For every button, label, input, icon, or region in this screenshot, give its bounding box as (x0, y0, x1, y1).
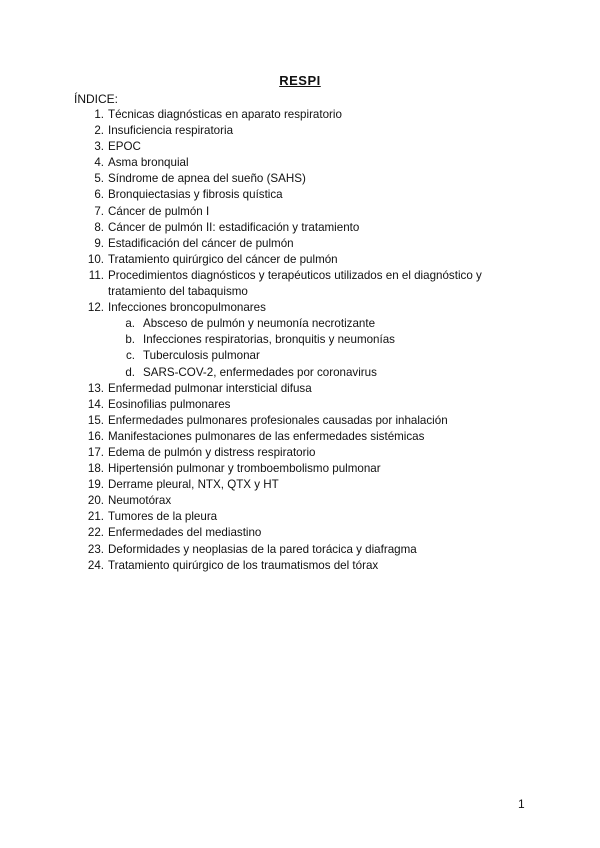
toc-item-text: Técnicas diagnósticas en aparato respiratorio (108, 108, 342, 121)
toc-item (74, 171, 534, 187)
toc-item-number: 16. (87, 429, 104, 443)
toc-item (74, 204, 534, 220)
toc-item (74, 542, 534, 558)
toc-item-text: Manifestaciones pulmonares de las enfermedades sistémicas (108, 429, 425, 443)
toc-item (74, 236, 534, 252)
toc-item-number: 15. (87, 413, 104, 427)
toc-item (74, 509, 534, 525)
page-number: 1 (518, 797, 525, 811)
toc-item-number: 10. (87, 252, 104, 266)
toc-item (74, 381, 534, 397)
toc-item-text: Tratamiento quirúrgico del cáncer de pulmón (108, 252, 338, 266)
toc-item (74, 107, 534, 123)
toc-item-number: 7. (94, 204, 104, 218)
toc-item-text: Insuficiencia respiratoria (108, 124, 234, 138)
toc-item (74, 397, 534, 413)
toc-item-number: 24. (87, 558, 104, 572)
toc-item-number: 22. (87, 526, 104, 540)
toc-item-text: Enfermedad pulmonar intersticial difusa (108, 381, 312, 395)
toc-item-number: 19. (87, 478, 104, 492)
toc-item-text: Neumotórax (108, 494, 172, 508)
document-title: RESPI (279, 73, 321, 88)
toc-item-text: Asma bronquial (108, 156, 189, 170)
toc-item-text: Edema de pulmón y distress respiratorio (108, 445, 316, 459)
toc-item-text: Procedimientos diagnósticos y terapéuticos utilizados en el diagnóstico y tratamiento del tabaquismo (108, 268, 482, 299)
toc-item (74, 187, 534, 203)
toc-item-number: 11. (88, 268, 104, 282)
toc-item (74, 461, 534, 477)
toc-item-text: Hipertensión pulmonar y tromboembolismo pulmonar (108, 462, 381, 476)
toc-item-text: Eosinofilias pulmonares (108, 397, 231, 411)
toc-sublist (108, 316, 534, 380)
toc-item-number: 13. (87, 381, 104, 395)
toc-item-number: 20. (87, 494, 104, 508)
table-of-contents (74, 107, 534, 574)
toc-item-text: Estadificación del cáncer de pulmón (108, 236, 294, 250)
toc-item-number: 18. (87, 462, 104, 476)
toc-item-text: Tratamiento quirúrgico de los traumatismos del tórax (108, 558, 379, 572)
toc-item-number: 14. (87, 397, 104, 411)
toc-item-text: Enfermedades del mediastino (108, 526, 262, 540)
toc-item (74, 413, 534, 429)
toc-subitem-text: Absceso de pulmón y neumonía necrotizante (143, 317, 376, 331)
toc-item-number: 17. (87, 445, 104, 459)
toc-item (74, 445, 534, 461)
toc-item-text: Cáncer de pulmón I (108, 204, 210, 218)
toc-item (74, 493, 534, 509)
toc-subitem (108, 332, 534, 348)
toc-item (74, 123, 534, 139)
toc-item (74, 220, 534, 236)
toc-subitem (108, 316, 534, 332)
toc-item-number: 9. (94, 236, 104, 250)
toc-item-text: EPOC (108, 140, 141, 154)
toc-subitem-letter: a. (125, 317, 135, 331)
toc-item (74, 268, 534, 300)
index-heading: ÍNDICE: (74, 92, 119, 106)
toc-item-text: Deformidades y neoplasias de la pared torácica y diafragma (108, 542, 417, 556)
toc-item-text: Enfermedades pulmonares profesionales causadas por inhalación (108, 413, 448, 427)
toc-item-number: 6. (94, 188, 104, 202)
toc-item (74, 139, 534, 155)
toc-item (74, 558, 534, 574)
toc-item (74, 155, 534, 171)
toc-subitem-letter: c. (125, 349, 135, 363)
toc-item-number: 1. (94, 108, 104, 121)
toc-item-number: 3. (94, 140, 104, 154)
toc-item (74, 429, 534, 445)
toc-subitem-text: SARS-COV-2, enfermedades por coronavirus (143, 365, 377, 379)
toc-item-text: Infecciones broncopulmonares (108, 301, 266, 315)
toc-item-text: Cáncer de pulmón II: estadificación y tratamiento (108, 220, 360, 234)
toc-item-text: Tumores de la pleura (108, 510, 218, 524)
toc-item-number: 4. (94, 156, 104, 170)
toc-item (74, 252, 534, 268)
toc-subitem-letter: d. (125, 365, 135, 379)
toc-subitem-letter: b. (125, 333, 135, 347)
toc-item-text: Bronquiectasias y fibrosis quística (108, 188, 283, 202)
toc-item-text: Síndrome de apnea del sueño (SAHS) (108, 172, 306, 186)
toc-item-number: 8. (94, 220, 104, 234)
toc-item-number: 5. (94, 172, 104, 186)
toc-item-number: 12. (87, 301, 104, 315)
toc-subitem-text: Infecciones respiratorias, bronquitis y neumonías (143, 333, 395, 347)
toc-item-text: Derrame pleural, NTX, QTX y HT (108, 478, 279, 492)
toc-item-number: 21. (87, 510, 104, 524)
toc-subitem (108, 365, 534, 381)
toc-item-number: 2. (94, 124, 104, 138)
toc-item-number: 23. (87, 542, 104, 556)
toc-item (74, 477, 534, 493)
toc-item (74, 525, 534, 541)
toc-subitem-text: Tuberculosis pulmonar (143, 349, 260, 363)
toc-subitem (108, 348, 534, 364)
toc-item (74, 300, 534, 380)
